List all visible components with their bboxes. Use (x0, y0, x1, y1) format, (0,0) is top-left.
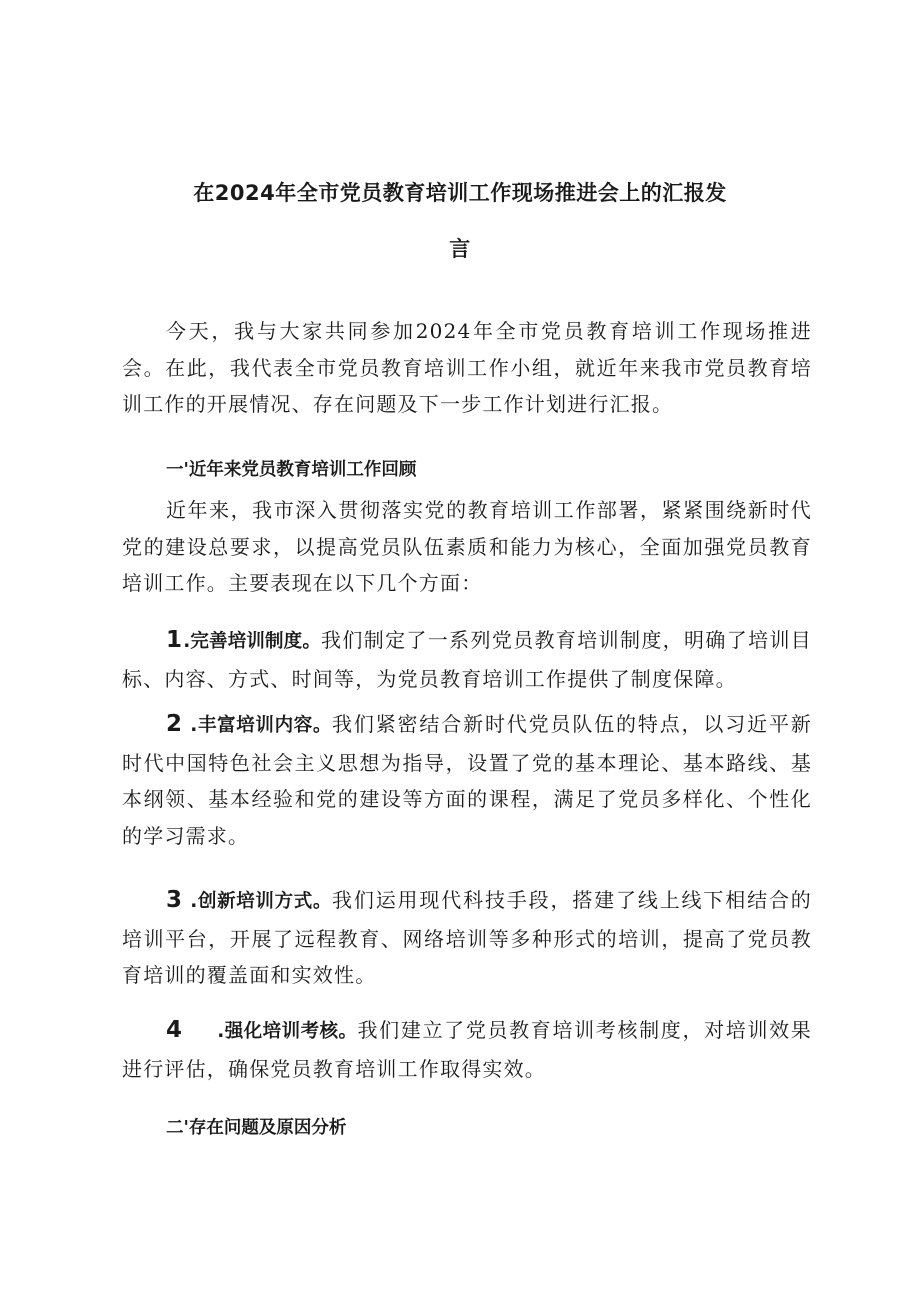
item-lead: .强化培训考核。 (217, 1021, 358, 1042)
item-text: 我们建立了党员教育培训考核制度，对培训效果进行评估，确保党员教育培训工作取得实效。 (122, 1018, 813, 1081)
section2-heading: 二'存在问题及原因分析 (166, 1118, 347, 1138)
section1-heading: 一'近年来党员教育培训工作回顾 (166, 460, 417, 480)
document-title-line1: 在2024年全市党员教育培训工作现场推进会上的汇报发 (193, 181, 727, 205)
item-paragraph-4 (122, 1012, 812, 1087)
section1-intro-paragraph: 近年来，我市深入贯彻落实党的教育培训工作部署，紧紧围绕新时代党的建设总要求，以提高党员队伍素质和能力为核心，全面加强党员教育培训工作。主要表现在以下几个方面： (122, 498, 812, 595)
item-lead: .创新培训方式。 (183, 891, 333, 912)
item-lead: .丰富培训内容。 (183, 715, 333, 736)
item-number: 1 (166, 627, 184, 653)
item-number: 2 (166, 711, 184, 737)
intro-paragraph: 今天，我与大家共同参加2024年全市党员教育培训工作现场推进会。在此，我代表全市党员教育培训工作小组，就近年来我市党员教育培训工作的开展情况、存在问题及下一步工作计划进行汇报。 (122, 319, 812, 416)
item-lead: .完善培训制度。 (183, 631, 321, 652)
item-number: 4 (166, 1017, 184, 1043)
item-paragraph-2 (122, 706, 812, 854)
item-paragraph-3 (122, 882, 812, 994)
item-text: 我们制定了一系列党员教育培训制度，明确了培训目标、内容、方式、时间等，为党员教育培训工作提供了制度保障。 (122, 628, 813, 691)
item-text: 我们运用现代科技手段，搭建了线上线下相结合的培训平台，开展了远程教育、网络培训等多种形式的培训，提高了党员教育培训的覆盖面和实效性。 (122, 888, 812, 987)
item-text: 我们紧密结合新时代党员队伍的特点，以习近平新时代中国特色社会主义思想为指导，设置了党的基本理论、基本路线、基本纲领、基本经验和党的建设等方面的课程，满足了党员多样化、个性化的学习需求。 (122, 712, 812, 848)
document-title-line2: 言 (449, 237, 471, 261)
item-number: 3 (166, 887, 184, 913)
item-paragraph-1 (122, 622, 812, 697)
